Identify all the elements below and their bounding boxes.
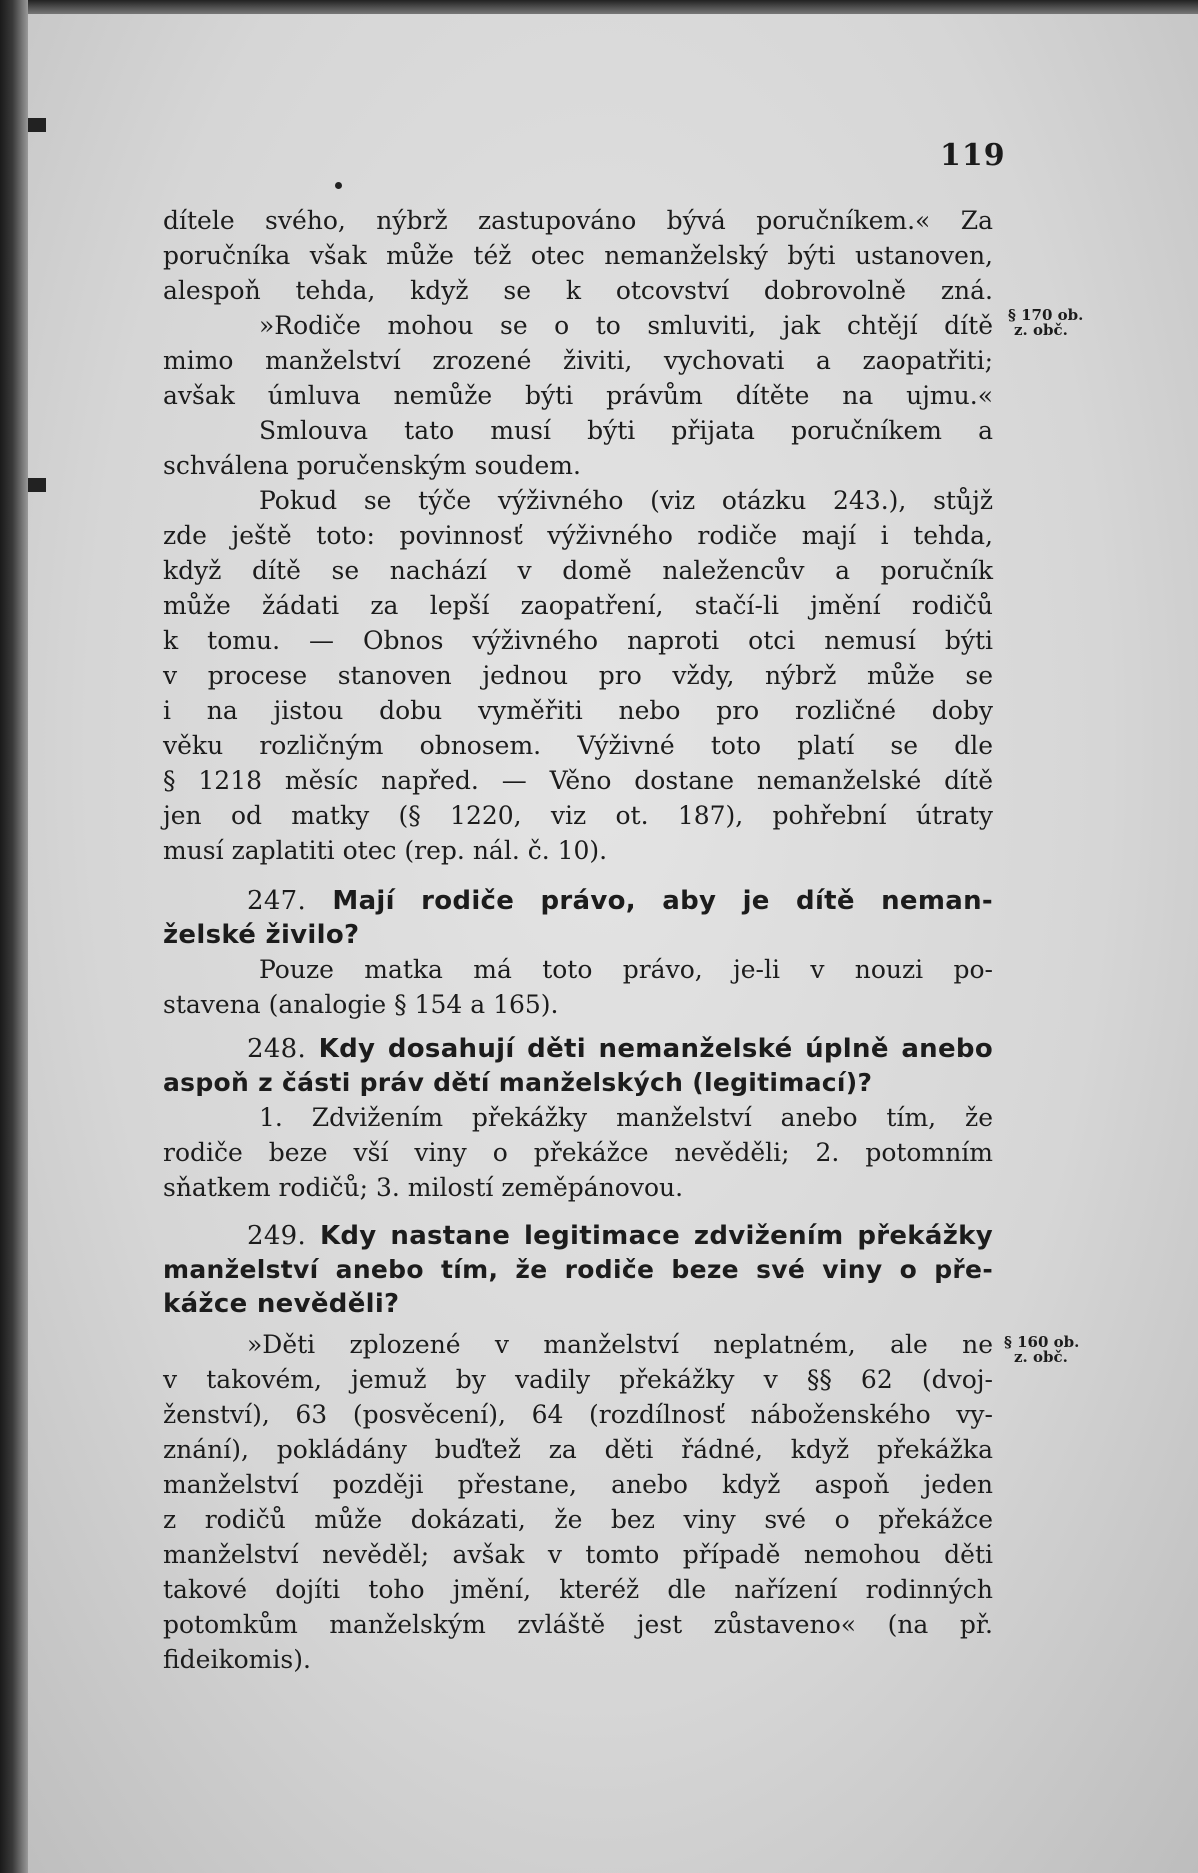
text-line: avšak úmluva nemůže býti právům dítěte na ujmu.« <box>163 381 993 410</box>
answer-line: stavena (analogie § 154 a 165). <box>163 990 559 1019</box>
text-line: § 1218 měsíc napřed. — Věno dostane nemanželské dítě <box>163 766 993 795</box>
text-line: Pokud se týče výživného (viz otázku 243.), stůjž <box>259 486 993 515</box>
answer-line: potomkům manželským zvláště jest zůstaveno« (na př. <box>163 1610 993 1639</box>
text-line: mimo manželství zrozené živiti, vychovati a zaopatřiti; <box>163 346 993 375</box>
scan-top-edge <box>0 0 1198 14</box>
answer-line: rodiče beze vší viny o překážce nevěděli; 2. potomním <box>163 1138 993 1167</box>
text-line: musí zaplatiti otec (rep. nál. č. 10). <box>163 836 608 865</box>
answer-line: v takovém, jemuž by vadily překážky v §§ 62 (dvoj- <box>163 1365 993 1394</box>
question-248 <box>163 1032 993 1205</box>
margin-note: § 170 ob. z. obč. <box>1008 306 1084 339</box>
scan-left-edge <box>0 0 28 1873</box>
answer-line: z rodičů může dokázati, že bez viny své o překážce <box>163 1505 993 1534</box>
text-line: dítele svého, nýbrž zastupováno bývá poručníkem.« Za <box>163 206 993 235</box>
page-body <box>163 203 993 1677</box>
answer-line: takové dojíti toho jmění, kteréž dle nařízení rodinných <box>163 1575 993 1604</box>
question-heading: 247. Mají rodiče právo, aby je dítě neman- <box>247 886 994 916</box>
question-249 <box>163 1219 993 1677</box>
text-line: i na jistou dobu vyměřiti nebo pro rozličné doby <box>163 696 993 725</box>
text-line: když dítě se nachází v domě naležencův a poručník <box>163 556 993 585</box>
page-number: 119 <box>940 138 1006 173</box>
question-heading: aspoň z části práv dětí manželských (legitimací)? <box>163 1068 873 1097</box>
answer-line: 1. Zdvižením překážky manželství anebo tím, že <box>259 1103 993 1132</box>
paragraph-guardianship <box>163 203 993 483</box>
text-line: v procese stanoven jednou pro vždy, nýbrž může se <box>163 661 993 690</box>
question-heading: želské živilo? <box>163 920 360 950</box>
answer-line: manželství nevěděl; avšak v tomto případě nemohou děti <box>163 1540 993 1569</box>
text-line: »Rodiče mohou se o to smluviti, jak chtějí dítě <box>259 311 993 340</box>
question-heading: 249. Kdy nastane legitimace zdvižením překážky <box>247 1221 993 1251</box>
answer-line: ženství), 63 (posvěcení), 64 (rozdílnosť náboženského vy- <box>163 1400 993 1429</box>
margin-note: § 160 ob. z. obč. <box>1004 1333 1080 1366</box>
text-line: zde ještě toto: povinnosť výživného rodiče mají i tehda, <box>163 521 993 550</box>
answer-line: »Děti zplozené v manželství neplatném, ale ne <box>247 1330 993 1359</box>
text-line: věku rozličným obnosem. Výživné toto platí se dle <box>163 731 993 760</box>
answer-line: fideikomis). <box>163 1645 311 1674</box>
text-line: může žádati za lepší zaopatření, stačí-li jmění rodičů <box>163 591 993 620</box>
question-heading: manželství anebo tím, že rodiče beze své viny o pře- <box>163 1255 993 1284</box>
answer-line: manželství později přestane, anebo když aspoň jeden <box>163 1470 993 1499</box>
ink-dot <box>335 182 342 189</box>
text-line: poručníka však může též otec nemanželský býti ustanoven, <box>163 241 993 270</box>
text-line: jen od matky (§ 1220, viz ot. 187), pohřební útraty <box>163 801 993 830</box>
binding-mark <box>28 478 46 492</box>
answer-line: znání), pokládány buďtež za děti řádné, když překážka <box>163 1435 993 1464</box>
answer-line: sňatkem rodičů; 3. milostí zeměpánovou. <box>163 1173 684 1202</box>
text-line: schválena poručenským soudem. <box>163 451 581 480</box>
text-line: k tomu. — Obnos výživného naproti otci nemusí býti <box>163 626 993 655</box>
binding-mark <box>28 118 46 132</box>
answer-line: Pouze matka má toto právo, je-li v nouzi po- <box>259 955 993 984</box>
text-line: Smlouva tato musí býti přijata poručníkem a <box>259 416 993 445</box>
question-heading: 248. Kdy dosahují děti nemanželské úplně anebo <box>247 1034 993 1064</box>
text-line: alespoň tehda, když se k otcovství dobrovolně zná. <box>163 276 993 305</box>
question-heading: kážce nevěděli? <box>163 1289 400 1319</box>
paragraph-maintenance <box>163 483 993 868</box>
question-247 <box>163 884 993 1022</box>
